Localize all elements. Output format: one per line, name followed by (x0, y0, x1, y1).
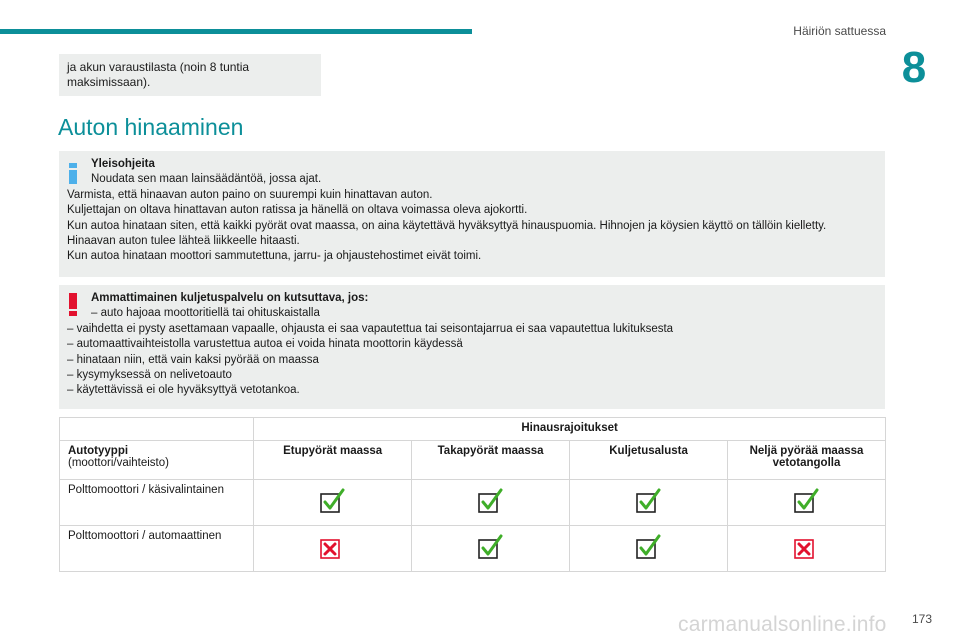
mark-cell (254, 526, 412, 572)
check-icon (636, 488, 662, 514)
header-accent-bar (0, 29, 472, 34)
mark-cell (570, 480, 728, 526)
cross-icon (794, 534, 820, 560)
table-row (60, 526, 886, 572)
warn-list-item: – käytettävissä ei ole hyväksyttyä vetotankoa. (67, 384, 300, 397)
mark-cell (412, 480, 570, 526)
row-header-sub: (moottori/vaihteisto) (68, 457, 169, 469)
chapter-number: 8 (901, 43, 927, 92)
column-header: Kuljetusalusta (570, 441, 728, 480)
info-line: Kun autoa hinataan siten, että kaikki pyörät ovat maassa, on aina käytettävä hyväksyttyä hinauspuomia. Hihnojen ja köysien käyttö on tällöin kielletty. (67, 219, 827, 232)
warn-list-item: – automaattivaihteistolla varustettua autoa ei voida hinata moottorin käydessä (67, 338, 463, 351)
table-column-row (60, 441, 886, 480)
table-header-row (60, 418, 886, 441)
cross-icon (320, 534, 346, 560)
info-line: Hinaavan auton tulee lähteä liikkeelle hitaasti. (67, 235, 300, 248)
info-line: Varmista, että hinaavan auton paino on suurempi kuin hinattavan auton. (67, 188, 433, 201)
info-box-title: Yleisohjeita (91, 158, 155, 170)
warn-box-title: Ammattimainen kuljetuspalvelu on kutsuttava, jos: (91, 292, 369, 304)
info-icon (69, 163, 77, 183)
table-group-header: Hinausrajoitukset (254, 418, 886, 441)
professional-service-warning-box (59, 285, 885, 409)
column-header: Etupyörät maassa (254, 441, 412, 480)
column-header: Takapyörät maassa (412, 441, 570, 480)
row-label: Polttomoottori / käsivalintainen (60, 480, 254, 526)
general-instructions-box (59, 151, 885, 277)
mark-cell (728, 480, 886, 526)
check-icon (478, 534, 504, 560)
info-line: Noudata sen maan lainsäädäntöä, jossa ajat. (91, 173, 322, 186)
mark-cell (254, 480, 412, 526)
check-icon (320, 488, 346, 514)
page-title: Auton hinaaminen (58, 114, 244, 140)
warning-icon (69, 293, 77, 317)
check-icon (794, 488, 820, 514)
check-icon (636, 534, 662, 560)
continued-note: ja akun varaustilasta (noin 8 tuntia maksimissaan). (59, 54, 321, 96)
warn-list-item: – kysymyksessä on nelivetoauto (67, 369, 232, 382)
table-row (60, 480, 886, 526)
page-number: 173 (911, 612, 932, 626)
mark-cell (728, 526, 886, 572)
row-label: Polttomoottori / automaattinen (60, 526, 254, 572)
warn-list-item: – auto hajoaa moottoritiellä tai ohituskaistalla (91, 307, 320, 320)
info-line: Kuljettajan on oltava hinattavan auton ratissa ja hänellä on oltava voimassa oleva ajokortti. (67, 204, 528, 217)
towing-restrictions-table (59, 417, 886, 572)
mark-cell (570, 526, 728, 572)
mark-cell (412, 526, 570, 572)
warn-list-item: – vaihdetta ei pysty asettamaan vapaalle, ohjausta ei saa vapautettua tai seisontajarrua ei saa vapautettua lukituksesta (67, 322, 674, 335)
column-header: Neljä pyörää maassa vetotangolla (728, 441, 886, 480)
empty-corner-cell (60, 418, 254, 441)
row-header-cell (60, 441, 254, 480)
section-label: Häiriön sattuessa (793, 24, 886, 38)
check-icon (478, 488, 504, 514)
watermark: carmanualsonline.info (678, 613, 887, 636)
warn-list-item: – hinataan niin, että vain kaksi pyörää on maassa (67, 353, 319, 366)
info-line: Kun autoa hinataan moottori sammutettuna, jarru- ja ohjaustehostimet eivät toimi. (67, 250, 482, 263)
row-header-title: Autotyyppi (68, 445, 129, 457)
